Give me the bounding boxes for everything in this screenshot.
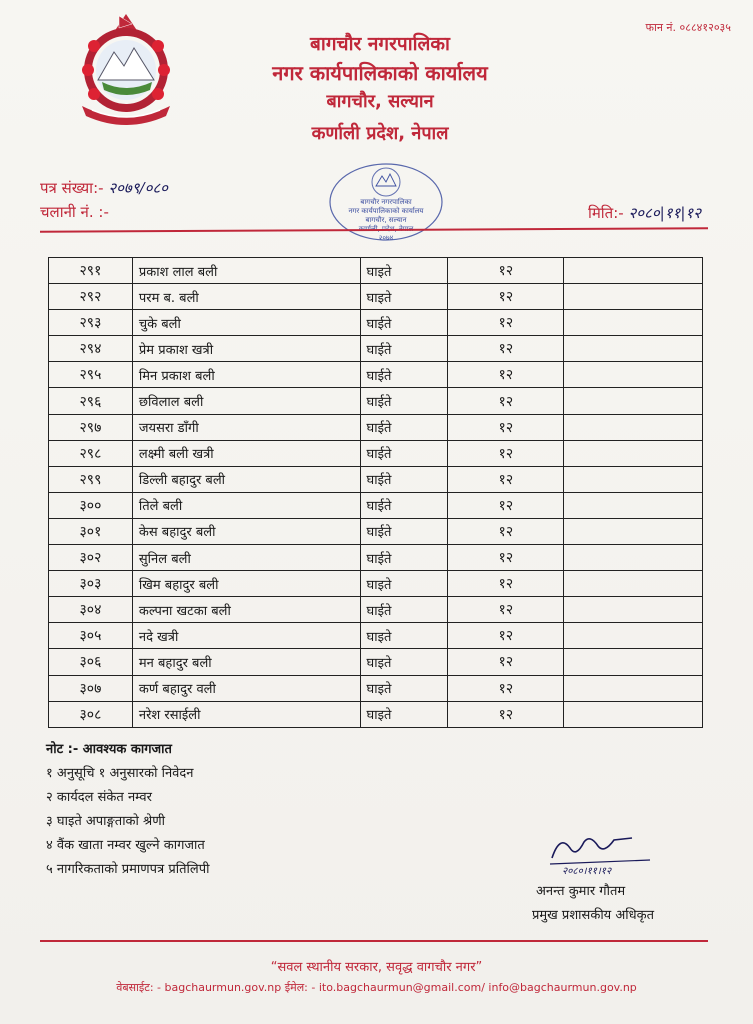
serial-number-cell: २९९ bbox=[49, 466, 133, 492]
remarks-cell bbox=[564, 336, 703, 362]
remarks-cell bbox=[564, 258, 703, 284]
serial-number-cell: ३०५ bbox=[49, 623, 133, 649]
office-header bbox=[210, 30, 550, 148]
serial-number-cell: ३०८ bbox=[49, 701, 133, 727]
notes-title: नोट :- आवश्यक कागजात bbox=[46, 742, 172, 757]
serial-number-cell: ३०७ bbox=[49, 675, 133, 701]
serial-number-cell: ३०६ bbox=[49, 649, 133, 675]
miti-label: मिति:- bbox=[587, 204, 624, 222]
serial-number-cell: ३०० bbox=[49, 492, 133, 518]
table-row bbox=[49, 597, 703, 623]
office-seal-icon bbox=[320, 158, 450, 248]
value-cell: १२ bbox=[448, 649, 564, 675]
footer-divider bbox=[40, 940, 708, 942]
value-cell: १२ bbox=[448, 518, 564, 544]
remarks-cell bbox=[564, 284, 703, 310]
seal-line-2: नगर कार्यपालिकाको कार्यालय bbox=[348, 207, 424, 215]
table-row bbox=[49, 623, 703, 649]
signer-name: अनन्त कुमार गौतम bbox=[536, 884, 626, 899]
table-row bbox=[49, 545, 703, 571]
table-row bbox=[49, 492, 703, 518]
table-row bbox=[49, 675, 703, 701]
remarks-cell bbox=[564, 518, 703, 544]
note-item-5: ५ नागरिकताको प्रमाणपत्र प्रतिलिपी bbox=[46, 862, 210, 877]
value-cell: १२ bbox=[448, 623, 564, 649]
name-cell: नदे खत्री bbox=[132, 623, 360, 649]
remarks-cell bbox=[564, 466, 703, 492]
remarks-cell bbox=[564, 388, 703, 414]
remarks-cell bbox=[564, 414, 703, 440]
table-row bbox=[49, 518, 703, 544]
serial-number-cell: २९६ bbox=[49, 388, 133, 414]
table-row bbox=[49, 414, 703, 440]
remarks-cell bbox=[564, 440, 703, 466]
chalani-label: चलानी नं. :- bbox=[40, 203, 109, 221]
name-cell: सुनिल बली bbox=[132, 545, 360, 571]
serial-number-cell: २९१ bbox=[49, 258, 133, 284]
disability-cell: घाईते bbox=[360, 388, 448, 414]
disability-cell: घाईते bbox=[360, 336, 448, 362]
disability-cell: घाईते bbox=[360, 492, 448, 518]
remarks-cell bbox=[564, 362, 703, 388]
patra-value: २०७९/०८० bbox=[108, 179, 168, 197]
beneficiary-table bbox=[48, 257, 703, 728]
value-cell: १२ bbox=[448, 388, 564, 414]
patra-sankhya-row bbox=[40, 176, 168, 200]
name-cell: केस बहादुर बली bbox=[132, 518, 360, 544]
province-name: कर्णाली प्रदेश, नेपाल bbox=[311, 123, 449, 144]
name-cell: डिल्ली बहादुर बली bbox=[132, 466, 360, 492]
disability-cell: घाईते bbox=[360, 545, 448, 571]
signer-block bbox=[532, 880, 712, 928]
value-cell: १२ bbox=[448, 336, 564, 362]
value-cell: १२ bbox=[448, 597, 564, 623]
disability-cell: घाईते bbox=[360, 518, 448, 544]
remarks-cell bbox=[564, 623, 703, 649]
office-address: बागचौर, सल्यान bbox=[326, 91, 434, 112]
value-cell: १२ bbox=[448, 675, 564, 701]
note-item-2: २ कार्यदल संकेत नम्वर bbox=[46, 790, 152, 805]
value-cell: १२ bbox=[448, 440, 564, 466]
seal-line-5: २०७४ bbox=[378, 234, 394, 242]
signature-icon bbox=[540, 828, 680, 878]
table-row bbox=[49, 336, 703, 362]
patra-label: पत्र संख्या:- bbox=[40, 179, 104, 197]
value-cell: १२ bbox=[448, 284, 564, 310]
name-cell: कर्ण बहादुर वली bbox=[132, 675, 360, 701]
note-item-3: ३ घाइते अपाङ्गताको श्रेणी bbox=[46, 814, 166, 829]
phone-number: फान नं. ०८८४१२०३५ bbox=[645, 21, 731, 34]
value-cell: १२ bbox=[448, 545, 564, 571]
footer-contact: वेबसाईट: - bagchaurmun.gov.np ईमेल: - ito.bagchaurmun@gmail.com/ info@bagchaurmun.gov.np bbox=[116, 981, 637, 994]
table-row bbox=[49, 284, 703, 310]
date-row bbox=[588, 203, 701, 223]
serial-number-cell: ३०२ bbox=[49, 545, 133, 571]
name-cell: खिम बहादुर बली bbox=[132, 571, 360, 597]
signer-title: प्रमुख प्रशासकीय अधिकृत bbox=[532, 908, 655, 923]
value-cell: १२ bbox=[448, 310, 564, 336]
disability-cell: घाइते bbox=[360, 284, 448, 310]
disability-cell: घाइते bbox=[360, 649, 448, 675]
serial-number-cell: ३०४ bbox=[49, 597, 133, 623]
disability-cell: घाईते bbox=[360, 466, 448, 492]
name-cell: तिले बली bbox=[132, 492, 360, 518]
value-cell: १२ bbox=[448, 571, 564, 597]
name-cell: नरेश रसाईली bbox=[132, 701, 360, 727]
disability-cell: घाइते bbox=[360, 258, 448, 284]
remarks-cell bbox=[564, 701, 703, 727]
table-row bbox=[49, 649, 703, 675]
table-body bbox=[49, 258, 703, 728]
name-cell: मन बहादुर बली bbox=[132, 649, 360, 675]
disability-cell: घाइते bbox=[360, 571, 448, 597]
table-row bbox=[49, 258, 703, 284]
signature-date: २०८०।११।१२ bbox=[562, 866, 612, 877]
table-row bbox=[49, 362, 703, 388]
value-cell: १२ bbox=[448, 414, 564, 440]
disability-cell: घाईते bbox=[360, 440, 448, 466]
name-cell: प्रकाश लाल बली bbox=[132, 258, 360, 284]
footer-motto: “सवल स्थानीय सरकार, सवृद्ध वागचौर नगर” bbox=[270, 960, 483, 975]
remarks-cell bbox=[564, 649, 703, 675]
name-cell: कल्पना खटका बली bbox=[132, 597, 360, 623]
table-row bbox=[49, 701, 703, 727]
remarks-cell bbox=[564, 675, 703, 701]
name-cell: जयसरा डाँगी bbox=[132, 414, 360, 440]
notes-block bbox=[46, 738, 209, 882]
name-cell: लक्ष्मी बली खत्री bbox=[132, 440, 360, 466]
serial-number-cell: ३०३ bbox=[49, 571, 133, 597]
value-cell: १२ bbox=[448, 466, 564, 492]
note-item-1: १ अनुसूचि १ अनुसारको निवेदन bbox=[46, 766, 194, 781]
table-row bbox=[49, 388, 703, 414]
remarks-cell bbox=[564, 597, 703, 623]
seal-line-3: बागचौर, सल्यान bbox=[365, 216, 407, 224]
value-cell: १२ bbox=[448, 701, 564, 727]
remarks-cell bbox=[564, 545, 703, 571]
value-cell: १२ bbox=[448, 492, 564, 518]
remarks-cell bbox=[564, 571, 703, 597]
serial-number-cell: २९२ bbox=[49, 284, 133, 310]
table-row bbox=[49, 571, 703, 597]
serial-number-cell: २९३ bbox=[49, 310, 133, 336]
disability-cell: घाईते bbox=[360, 414, 448, 440]
note-item-4: ४ वैंक खाता नम्वर खुल्ने कागजात bbox=[46, 838, 205, 853]
name-cell: चुके बली bbox=[132, 310, 360, 336]
reference-block bbox=[40, 176, 168, 224]
disability-cell: घाईते bbox=[360, 310, 448, 336]
disability-cell: घाईते bbox=[360, 362, 448, 388]
municipality-name: बागचौर नगरपालिका bbox=[310, 33, 450, 55]
name-cell: प्रेम प्रकाश खत्री bbox=[132, 336, 360, 362]
name-cell: छविलाल बली bbox=[132, 388, 360, 414]
disability-cell: घाइते bbox=[360, 675, 448, 701]
nepal-emblem-icon bbox=[64, 10, 189, 128]
value-cell: १२ bbox=[448, 362, 564, 388]
remarks-cell bbox=[564, 310, 703, 336]
disability-cell: घाईते bbox=[360, 597, 448, 623]
disability-cell: घाइते bbox=[360, 701, 448, 727]
serial-number-cell: २९४ bbox=[49, 336, 133, 362]
miti-value: २०८०|११|१२ bbox=[628, 204, 701, 222]
name-cell: मिन प्रकाश बली bbox=[132, 362, 360, 388]
chalani-row bbox=[40, 200, 168, 224]
seal-line-1: बागचौर नगरपालिका bbox=[360, 198, 412, 206]
disability-cell: घाइते bbox=[360, 623, 448, 649]
value-cell: १२ bbox=[448, 258, 564, 284]
name-cell: परम ब. बली bbox=[132, 284, 360, 310]
serial-number-cell: २९८ bbox=[49, 440, 133, 466]
office-name: नगर कार्यपालिकाको कार्यालय bbox=[272, 61, 488, 85]
table-row bbox=[49, 310, 703, 336]
table-row bbox=[49, 466, 703, 492]
remarks-cell bbox=[564, 492, 703, 518]
serial-number-cell: २९७ bbox=[49, 414, 133, 440]
serial-number-cell: २९५ bbox=[49, 362, 133, 388]
serial-number-cell: ३०१ bbox=[49, 518, 133, 544]
table-row bbox=[49, 440, 703, 466]
